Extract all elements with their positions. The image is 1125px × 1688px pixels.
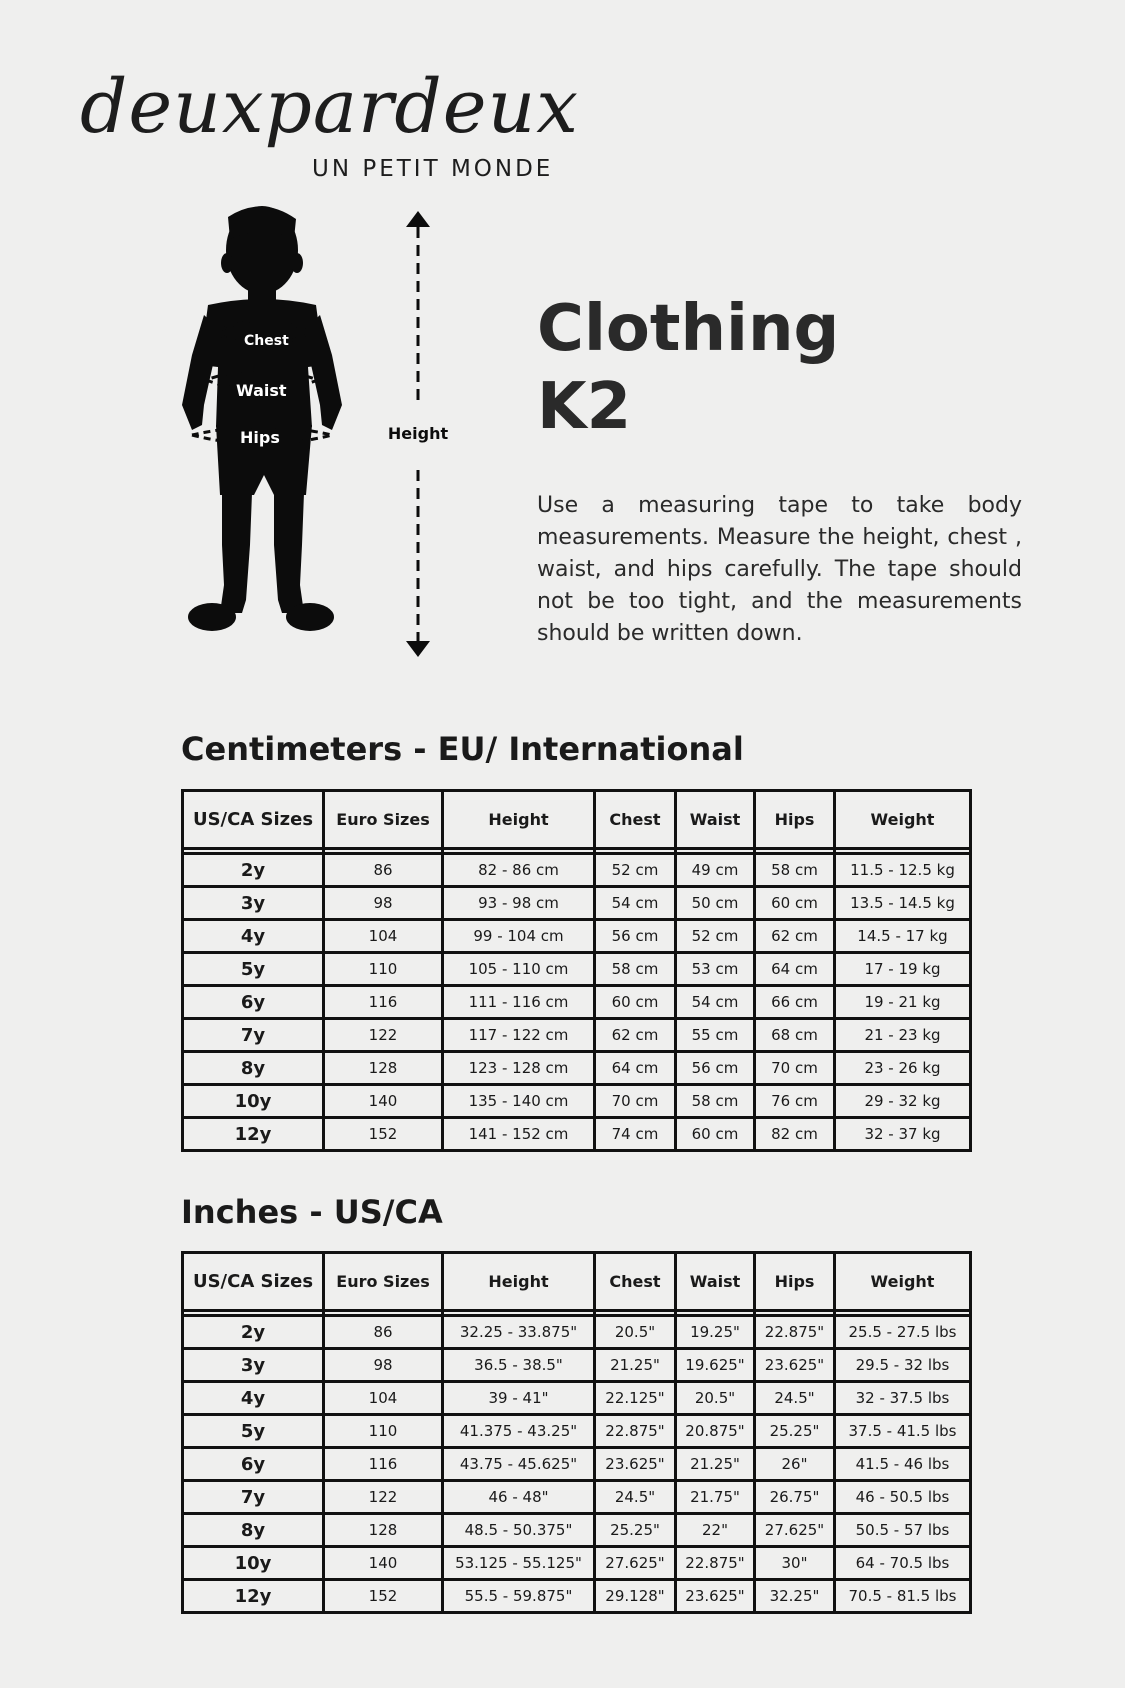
value-cell: 82 - 86 cm [443, 854, 595, 887]
size-cell: 6y [183, 1448, 324, 1481]
table-row [183, 1547, 971, 1580]
table-row [183, 953, 971, 986]
value-cell: 98 [324, 1349, 443, 1382]
column-header: Hips [755, 1253, 835, 1311]
size-cell: 10y [183, 1547, 324, 1580]
title-line-2: K2 [537, 370, 632, 444]
value-cell: 70.5 - 81.5 lbs [835, 1580, 971, 1613]
column-header: Chest [595, 791, 676, 849]
value-cell: 55 cm [676, 1019, 755, 1052]
value-cell: 26.75" [755, 1481, 835, 1514]
value-cell: 140 [324, 1085, 443, 1118]
value-cell: 46 - 50.5 lbs [835, 1481, 971, 1514]
value-cell: 25.25" [595, 1514, 676, 1547]
table-row [183, 1019, 971, 1052]
value-cell: 20.875" [676, 1415, 755, 1448]
table-row [183, 1448, 971, 1481]
value-cell: 30" [755, 1547, 835, 1580]
value-cell: 116 [324, 986, 443, 1019]
column-header: Chest [595, 1253, 676, 1311]
table-row [183, 1052, 971, 1085]
value-cell: 24.5" [755, 1382, 835, 1415]
value-cell: 111 - 116 cm [443, 986, 595, 1019]
table-row [183, 986, 971, 1019]
value-cell: 70 cm [755, 1052, 835, 1085]
metric-section-title: Centimeters - EU/ International [181, 730, 744, 768]
value-cell: 13.5 - 14.5 kg [835, 887, 971, 920]
value-cell: 39 - 41" [443, 1382, 595, 1415]
value-cell: 128 [324, 1052, 443, 1085]
value-cell: 25.25" [755, 1415, 835, 1448]
value-cell: 62 cm [755, 920, 835, 953]
column-header: Waist [676, 791, 755, 849]
instructions-text: Use a measuring tape to take body measurements. Measure the height, chest , waist, and hips carefully. The tape should not be too tight, and the measurements should be written down. [537, 493, 1022, 646]
value-cell: 50.5 - 57 lbs [835, 1514, 971, 1547]
height-label: Height [387, 424, 449, 443]
size-cell: 5y [183, 953, 324, 986]
table-header-row [183, 1253, 971, 1311]
value-cell: 60 cm [676, 1118, 755, 1151]
size-cell: 8y [183, 1514, 324, 1547]
column-header: Waist [676, 1253, 755, 1311]
size-cell: 3y [183, 887, 324, 920]
value-cell: 64 - 70.5 lbs [835, 1547, 971, 1580]
value-cell: 14.5 - 17 kg [835, 920, 971, 953]
size-cell: 5y [183, 1415, 324, 1448]
table-row [183, 887, 971, 920]
value-cell: 21.25" [595, 1349, 676, 1382]
value-cell: 25.5 - 27.5 lbs [835, 1316, 971, 1349]
value-cell: 23 - 26 kg [835, 1052, 971, 1085]
value-cell: 46 - 48" [443, 1481, 595, 1514]
value-cell: 82 cm [755, 1118, 835, 1151]
size-cell: 12y [183, 1118, 324, 1151]
value-cell: 41.5 - 46 lbs [835, 1448, 971, 1481]
value-cell: 58 cm [755, 854, 835, 887]
brand-tagline: UN PETIT MONDE [312, 156, 554, 182]
value-cell: 32.25" [755, 1580, 835, 1613]
value-cell: 27.625" [595, 1547, 676, 1580]
value-cell: 64 cm [595, 1052, 676, 1085]
measurement-figure [170, 205, 530, 665]
value-cell: 110 [324, 953, 443, 986]
value-cell: 104 [324, 1382, 443, 1415]
value-cell: 56 cm [676, 1052, 755, 1085]
value-cell: 36.5 - 38.5" [443, 1349, 595, 1382]
size-cell: 3y [183, 1349, 324, 1382]
value-cell: 74 cm [595, 1118, 676, 1151]
value-cell: 11.5 - 12.5 kg [835, 854, 971, 887]
column-header: Weight [835, 1253, 971, 1311]
size-cell: 2y [183, 1316, 324, 1349]
title-line-1: Clothing [537, 292, 840, 366]
value-cell: 19.625" [676, 1349, 755, 1382]
value-cell: 66 cm [755, 986, 835, 1019]
child-silhouette-icon [182, 206, 342, 631]
value-cell: 135 - 140 cm [443, 1085, 595, 1118]
column-header: US/CA Sizes [183, 1253, 324, 1311]
value-cell: 20.5" [676, 1382, 755, 1415]
table-row [183, 1382, 971, 1415]
chest-label: Chest [244, 333, 289, 349]
table-row [183, 1349, 971, 1382]
table-row [183, 1415, 971, 1448]
table-row [183, 1580, 971, 1613]
value-cell: 55.5 - 59.875" [443, 1580, 595, 1613]
value-cell: 50 cm [676, 887, 755, 920]
value-cell: 32.25 - 33.875" [443, 1316, 595, 1349]
value-cell: 17 - 19 kg [835, 953, 971, 986]
column-header: Hips [755, 791, 835, 849]
table-row [183, 920, 971, 953]
value-cell: 29.128" [595, 1580, 676, 1613]
column-header: Weight [835, 791, 971, 849]
value-cell: 32 - 37 kg [835, 1118, 971, 1151]
value-cell: 122 [324, 1481, 443, 1514]
waist-label: Waist [236, 381, 287, 400]
value-cell: 22.875" [676, 1547, 755, 1580]
value-cell: 62 cm [595, 1019, 676, 1052]
value-cell: 43.75 - 45.625" [443, 1448, 595, 1481]
value-cell: 21.75" [676, 1481, 755, 1514]
value-cell: 23.625" [676, 1580, 755, 1613]
value-cell: 24.5" [595, 1481, 676, 1514]
table-row [183, 1514, 971, 1547]
value-cell: 105 - 110 cm [443, 953, 595, 986]
value-cell: 22.125" [595, 1382, 676, 1415]
value-cell: 21.25" [676, 1448, 755, 1481]
size-cell: 7y [183, 1019, 324, 1052]
brand-logo [80, 64, 600, 190]
value-cell: 152 [324, 1580, 443, 1613]
imperial-section-title: Inches - US/CA [181, 1193, 443, 1231]
size-cell: 2y [183, 854, 324, 887]
value-cell: 37.5 - 41.5 lbs [835, 1415, 971, 1448]
value-cell: 64 cm [755, 953, 835, 986]
value-cell: 60 cm [755, 887, 835, 920]
value-cell: 58 cm [595, 953, 676, 986]
value-cell: 27.625" [755, 1514, 835, 1547]
value-cell: 52 cm [595, 854, 676, 887]
page-title [537, 290, 839, 446]
value-cell: 110 [324, 1415, 443, 1448]
value-cell: 54 cm [595, 887, 676, 920]
value-cell: 116 [324, 1448, 443, 1481]
value-cell: 60 cm [595, 986, 676, 1019]
value-cell: 22.875" [755, 1316, 835, 1349]
hips-label: Hips [240, 428, 280, 447]
table-header-row [183, 791, 971, 849]
value-cell: 29 - 32 kg [835, 1085, 971, 1118]
table-row [183, 1085, 971, 1118]
brand-name: deuxpardeux [80, 64, 579, 150]
value-cell: 22.875" [595, 1415, 676, 1448]
value-cell: 56 cm [595, 920, 676, 953]
value-cell: 21 - 23 kg [835, 1019, 971, 1052]
value-cell: 26" [755, 1448, 835, 1481]
size-cell: 10y [183, 1085, 324, 1118]
value-cell: 22" [676, 1514, 755, 1547]
value-cell: 140 [324, 1547, 443, 1580]
value-cell: 76 cm [755, 1085, 835, 1118]
value-cell: 141 - 152 cm [443, 1118, 595, 1151]
value-cell: 53.125 - 55.125" [443, 1547, 595, 1580]
value-cell: 98 [324, 887, 443, 920]
table-row [183, 1481, 971, 1514]
value-cell: 49 cm [676, 854, 755, 887]
value-cell: 123 - 128 cm [443, 1052, 595, 1085]
value-cell: 53 cm [676, 953, 755, 986]
column-header: US/CA Sizes [183, 791, 324, 849]
value-cell: 117 - 122 cm [443, 1019, 595, 1052]
metric-size-table [181, 789, 972, 1152]
column-header: Euro Sizes [324, 791, 443, 849]
value-cell: 52 cm [676, 920, 755, 953]
value-cell: 128 [324, 1514, 443, 1547]
column-header: Euro Sizes [324, 1253, 443, 1311]
column-header: Height [443, 1253, 595, 1311]
table-row [183, 854, 971, 887]
value-cell: 104 [324, 920, 443, 953]
value-cell: 86 [324, 854, 443, 887]
size-cell: 4y [183, 920, 324, 953]
value-cell: 70 cm [595, 1085, 676, 1118]
value-cell: 20.5" [595, 1316, 676, 1349]
value-cell: 93 - 98 cm [443, 887, 595, 920]
value-cell: 19.25" [676, 1316, 755, 1349]
size-cell: 8y [183, 1052, 324, 1085]
value-cell: 19 - 21 kg [835, 986, 971, 1019]
value-cell: 32 - 37.5 lbs [835, 1382, 971, 1415]
value-cell: 152 [324, 1118, 443, 1151]
value-cell: 41.375 - 43.25" [443, 1415, 595, 1448]
table-row [183, 1118, 971, 1151]
value-cell: 99 - 104 cm [443, 920, 595, 953]
imperial-size-table [181, 1251, 972, 1614]
value-cell: 68 cm [755, 1019, 835, 1052]
value-cell: 54 cm [676, 986, 755, 1019]
value-cell: 23.625" [755, 1349, 835, 1382]
value-cell: 23.625" [595, 1448, 676, 1481]
value-cell: 86 [324, 1316, 443, 1349]
size-cell: 7y [183, 1481, 324, 1514]
column-header: Height [443, 791, 595, 849]
value-cell: 48.5 - 50.375" [443, 1514, 595, 1547]
value-cell: 58 cm [676, 1085, 755, 1118]
size-cell: 12y [183, 1580, 324, 1613]
value-cell: 122 [324, 1019, 443, 1052]
value-cell: 29.5 - 32 lbs [835, 1349, 971, 1382]
table-row [183, 1316, 971, 1349]
size-cell: 4y [183, 1382, 324, 1415]
size-cell: 6y [183, 986, 324, 1019]
